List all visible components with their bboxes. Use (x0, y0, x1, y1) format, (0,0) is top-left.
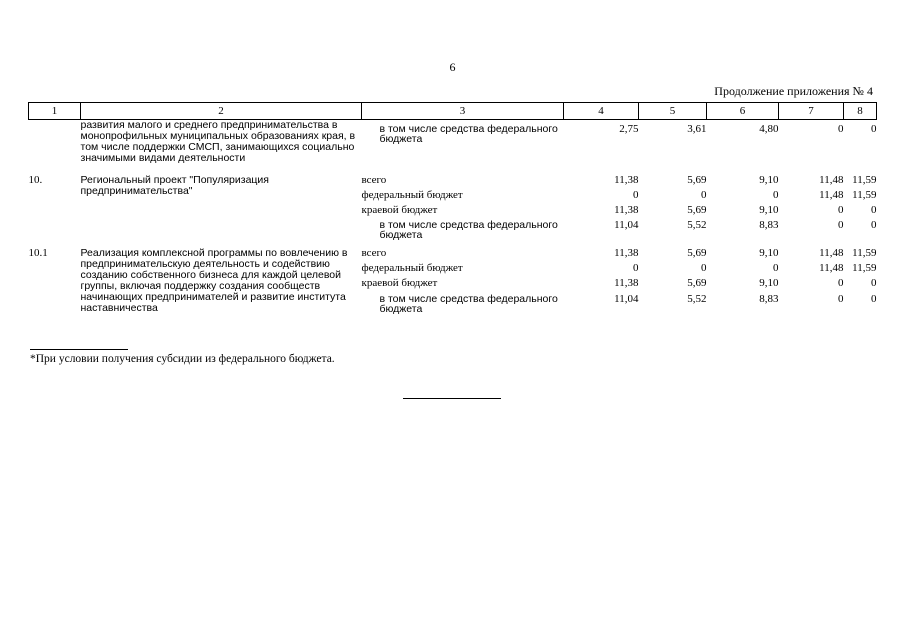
end-divider (403, 398, 501, 399)
row-value: 8,83 (759, 219, 779, 231)
column-header: 5 (639, 103, 707, 120)
row-value: 0 (773, 189, 779, 201)
footnote-divider (30, 349, 128, 350)
row-index (29, 274, 81, 289)
row-value: 11,04 (614, 292, 639, 305)
row-description: Реализация комплексной программы по вовлечению в предпринимательскую деятельность и содействию созданию собственного бизнеса для каждой целевой группы, включая поддержку создания сообществ начинающих предпринимателей и развитие института наставничества (80, 247, 348, 314)
row-value: 0 (838, 277, 844, 290)
column-header: 2 (81, 103, 362, 120)
column-header: 1 (29, 103, 81, 120)
row-index (29, 120, 81, 168)
row-value: 11,04 (614, 219, 639, 231)
row-value: 11,38 (614, 247, 639, 259)
row-value: 11,38 (614, 174, 639, 186)
table-row (29, 167, 877, 186)
row-value: 11,59 (852, 247, 877, 259)
row-value: 3,61 (687, 123, 707, 135)
row-value: 11,59 (852, 174, 877, 186)
row-value: 0 (871, 277, 877, 290)
row-value: 0 (701, 189, 707, 201)
row-value: 0 (838, 204, 844, 216)
row-source: краевой бюджет (361, 204, 438, 216)
row-value: 0 (838, 123, 844, 135)
column-header: 4 (564, 103, 639, 120)
row-value: 5,69 (687, 204, 707, 216)
column-header: 8 (844, 103, 877, 120)
row-value: 0 (871, 219, 877, 231)
row-value: 5,69 (687, 247, 707, 259)
row-value: 0 (633, 189, 639, 201)
row-value: 11,48 (819, 262, 844, 275)
row-value: 11,59 (852, 189, 877, 201)
row-value: 0 (773, 262, 779, 275)
row-value: 9,10 (759, 204, 779, 216)
row-value: 11,59 (852, 262, 877, 275)
row-value: 0 (871, 204, 877, 216)
row-value: 2,75 (619, 123, 639, 135)
row-value: 0 (838, 219, 844, 231)
continuation-label: Продолжение приложения № 4 (714, 84, 873, 98)
row-source: в том числе средства федерального бюджета (379, 292, 558, 315)
row-source: краевой бюджет (361, 277, 438, 290)
row-index: 10.1 (28, 247, 48, 259)
row-source: в том числе средства федерального бюджета (379, 123, 558, 145)
row-value: 5,52 (687, 292, 707, 305)
row-value: 5,69 (687, 174, 707, 186)
row-value: 0 (633, 262, 639, 275)
row-source: федеральный бюджет (361, 189, 463, 201)
row-value: 11,48 (819, 247, 844, 259)
row-description: Региональный проект "Популяризация предпринимательства" (80, 174, 269, 197)
row-index (29, 201, 81, 216)
row-value: 11,48 (819, 189, 844, 201)
row-index (29, 259, 81, 274)
row-index: 10. (28, 174, 43, 186)
row-value: 0 (838, 292, 844, 305)
row-source: в том числе средства федерального бюджета (379, 219, 558, 241)
row-value: 0 (701, 262, 707, 275)
row-value: 11,38 (614, 204, 639, 216)
table-row (29, 120, 877, 168)
row-value: 0 (871, 123, 877, 135)
row-value: 11,48 (819, 174, 844, 186)
column-header: 7 (779, 103, 844, 120)
column-header: 3 (362, 103, 564, 120)
row-value: 8,83 (759, 292, 779, 305)
row-index (29, 216, 81, 240)
row-index (29, 290, 81, 314)
row-value: 4,80 (759, 123, 779, 135)
row-value: 9,10 (759, 247, 779, 259)
row-value: 11,38 (614, 277, 639, 290)
row-value: 5,52 (687, 219, 707, 231)
row-value: 9,10 (759, 277, 779, 290)
row-source: федеральный бюджет (361, 262, 463, 275)
row-source: всего (361, 247, 387, 259)
table-row (29, 240, 877, 259)
row-index (29, 186, 81, 201)
budget-table (28, 102, 877, 314)
page-number: 6 (449, 60, 456, 74)
footnote: *При условии получения субсидии из федерального бюджета. (30, 353, 335, 365)
row-source: всего (361, 174, 387, 186)
row-value: 5,69 (687, 277, 707, 290)
header-row (29, 103, 877, 120)
row-value: 9,10 (759, 174, 779, 186)
column-header: 6 (707, 103, 779, 120)
row-description: развития малого и среднего предпринимательства в монопрофильных муниципальных образованиях края, в том числе поддержки СМСП, занимающихся социально значимыми видами деятельности (80, 119, 356, 164)
row-value: 0 (871, 292, 877, 305)
